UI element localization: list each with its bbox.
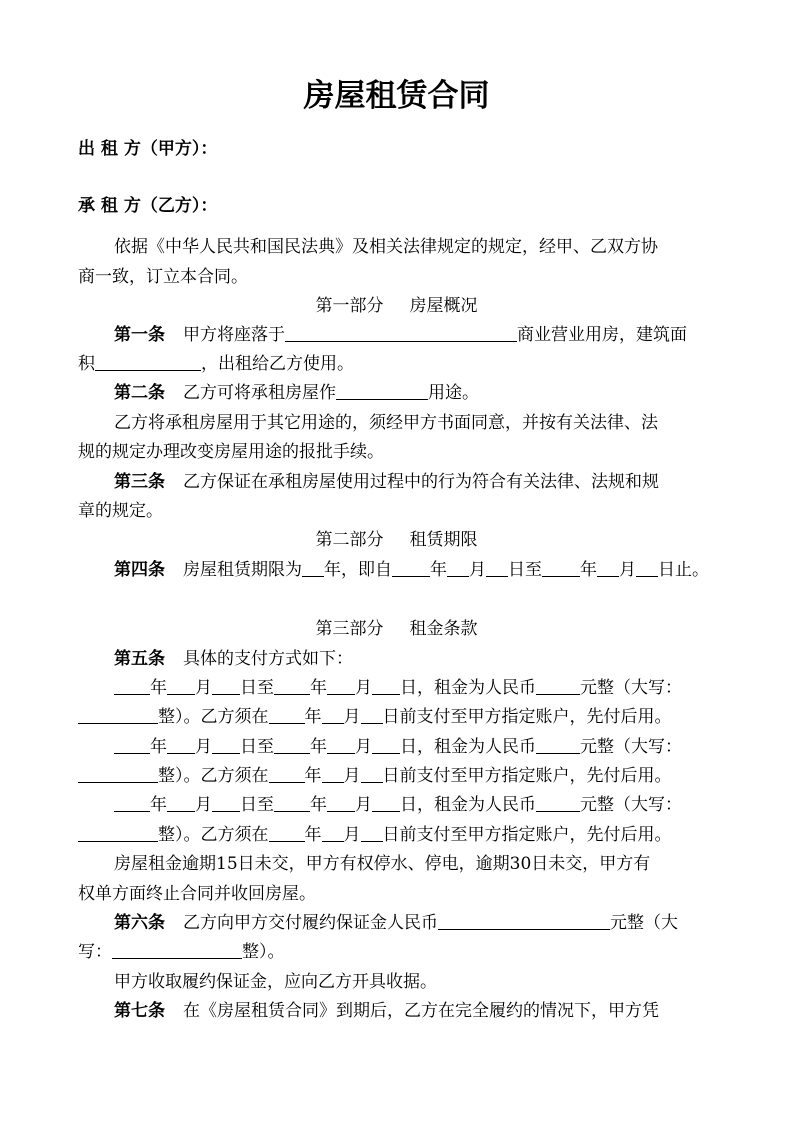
article-2-para-line-2: 规的规定办理改变房屋用途的报批手续。 — [78, 442, 384, 462]
p3-prepay-text: 日前支付至甲方指定账户，先付后用。 — [382, 825, 672, 845]
p2-due-year-label: 年 — [304, 766, 322, 786]
p2-due-year-blank[interactable] — [269, 766, 305, 783]
end-year-blank[interactable] — [542, 560, 580, 577]
article-6-para: 甲方收取履约保证金，应向乙方开具收据。 — [114, 972, 437, 992]
part1-num: 第一部分 — [315, 296, 384, 316]
article-6-label: 第六条 — [114, 913, 165, 933]
article-7-line — [114, 1000, 659, 1022]
p3-end-month-label: 月 — [355, 795, 372, 815]
p1-end-month-label: 月 — [355, 678, 372, 698]
start-year-blank[interactable] — [392, 560, 430, 577]
p3-end-month-blank[interactable] — [327, 795, 355, 812]
p1-rent-text: 日，租金为人民币 — [400, 678, 536, 698]
p3-year-label: 年 — [150, 795, 167, 815]
part1-heading — [0, 295, 793, 317]
article-4-label: 第四条 — [114, 560, 165, 580]
payment-2-line-2 — [78, 765, 672, 787]
p1-start-day-blank[interactable] — [212, 678, 240, 695]
p3-amount-blank[interactable] — [536, 795, 580, 812]
article-2-para-line-1: 乙方将承租房屋用于其它用途的，须经甲方书面同意，并按有关法律、法 — [114, 413, 658, 433]
p3-rent-text: 日，租金为人民币 — [400, 795, 536, 815]
article-4-day-to: 日至 — [508, 560, 542, 580]
article-3-label: 第三条 — [114, 472, 165, 492]
preamble-line-2: 商一致，订立本合同。 — [78, 267, 248, 287]
article-3-line-2: 章的规定。 — [78, 501, 163, 521]
p3-yuan-text: 元整（大写： — [580, 795, 682, 815]
payment-1-line-1 — [114, 677, 682, 699]
address-blank[interactable] — [285, 325, 517, 342]
p3-due-month-label: 月 — [343, 825, 361, 845]
article-2-text-1: 乙方可将承租房屋作 — [183, 383, 336, 403]
p1-zheng-text: 整）。乙方须在 — [158, 707, 269, 727]
area-blank[interactable] — [95, 354, 201, 371]
article-2-line — [114, 382, 479, 404]
p3-start-year-blank[interactable] — [114, 795, 150, 812]
p1-end-day-blank[interactable] — [372, 678, 400, 695]
p3-start-day-blank[interactable] — [212, 795, 240, 812]
p1-due-month-label: 月 — [343, 707, 361, 727]
article-6-text-4: 整）。 — [242, 942, 285, 962]
p2-due-month-label: 月 — [343, 766, 361, 786]
article-5-label: 第五条 — [114, 649, 165, 669]
p3-due-year-blank[interactable] — [269, 825, 305, 842]
p2-day-to: 日至 — [240, 737, 274, 757]
article-4-end-month-label: 月 — [619, 560, 636, 580]
p2-rent-text: 日，租金为人民币 — [400, 737, 536, 757]
article-4-from: ，即自 — [341, 560, 392, 580]
p2-end-month-label: 月 — [355, 737, 372, 757]
p2-end-month-blank[interactable] — [327, 737, 355, 754]
part3-title: 租金条款 — [409, 619, 478, 639]
p2-start-year-blank[interactable] — [114, 737, 150, 754]
p1-month-label: 月 — [195, 678, 212, 698]
article-5-line — [114, 648, 353, 670]
p2-amount-blank[interactable] — [536, 737, 580, 754]
p3-start-month-blank[interactable] — [167, 795, 195, 812]
deposit-amount-blank[interactable] — [438, 913, 610, 930]
payment-3-line-1 — [114, 794, 682, 816]
p2-capital-blank[interactable] — [78, 766, 158, 783]
p1-due-year-label: 年 — [304, 707, 322, 727]
p2-due-day-blank[interactable] — [361, 766, 383, 783]
p2-zheng-text: 整）。乙方须在 — [158, 766, 269, 786]
p3-end-year-blank[interactable] — [274, 795, 310, 812]
p3-day-to: 日至 — [240, 795, 274, 815]
article-3-text-1: 乙方保证在承租房屋使用过程中的行为符合有关法律、法规和规 — [183, 472, 659, 492]
article-2-text-2: 用途。 — [428, 383, 479, 403]
p3-due-day-blank[interactable] — [361, 825, 383, 842]
end-month-blank[interactable] — [597, 560, 619, 577]
payment-2-line-1 — [114, 736, 682, 758]
p1-prepay-text: 日前支付至甲方指定账户，先付后用。 — [382, 707, 672, 727]
p1-end-year-label: 年 — [310, 678, 327, 698]
start-day-blank[interactable] — [486, 560, 508, 577]
part3-heading — [0, 618, 793, 640]
article-6-line-1 — [114, 912, 678, 934]
p1-end-year-blank[interactable] — [274, 678, 310, 695]
article-4-end: 日止。 — [658, 560, 709, 580]
p3-zheng-text: 整）。乙方须在 — [158, 825, 269, 845]
p1-start-month-blank[interactable] — [167, 678, 195, 695]
article-4-year-label: 年 — [430, 560, 447, 580]
start-month-blank[interactable] — [447, 560, 469, 577]
document-title: 房屋租赁合同 — [303, 78, 490, 114]
end-day-blank[interactable] — [636, 560, 658, 577]
article-6-line-2 — [78, 941, 285, 963]
article-4-end-year-label: 年 — [580, 560, 597, 580]
lessee-line: 承 租 方（乙方）： — [78, 196, 218, 216]
article-6-text-1: 乙方向甲方交付履约保证金人民币 — [183, 913, 438, 933]
article-6-text-2: 元整（大 — [610, 913, 678, 933]
p2-start-day-blank[interactable] — [212, 737, 240, 754]
article-1-text-4: ，出租给乙方使用。 — [201, 354, 354, 374]
p3-capital-blank[interactable] — [78, 825, 158, 842]
article-1-label: 第一条 — [114, 325, 165, 345]
p1-due-month-blank[interactable] — [322, 707, 344, 724]
article-1-text-2: 商业营业用房，建筑面 — [517, 325, 687, 345]
p3-due-year-label: 年 — [304, 825, 322, 845]
article-1-line-2 — [78, 353, 354, 375]
p3-end-day-blank[interactable] — [372, 795, 400, 812]
term-years-blank[interactable] — [302, 560, 324, 577]
part2-title: 租赁期限 — [409, 530, 478, 550]
p2-end-year-blank[interactable] — [274, 737, 310, 754]
preamble-line-1: 依据《中华人民共和国民法典》及相关法律规定的规定，经甲、乙双方协 — [114, 237, 658, 257]
article-4-line — [114, 559, 709, 581]
p2-end-year-label: 年 — [310, 737, 327, 757]
p1-year-label: 年 — [150, 678, 167, 698]
p2-yuan-text: 元整（大写： — [580, 737, 682, 757]
p1-due-day-blank[interactable] — [361, 707, 383, 724]
article-7-label: 第七条 — [114, 1001, 165, 1021]
part2-num: 第二部分 — [315, 530, 384, 550]
late-payment-line-2: 权单方面终止合同并收回房屋。 — [78, 884, 316, 904]
article-2-label: 第二条 — [114, 383, 165, 403]
p2-start-month-blank[interactable] — [167, 737, 195, 754]
article-1-text-1: 甲方将座落于 — [183, 325, 285, 345]
article-6-text-3: 写： — [78, 942, 112, 962]
p2-month-label: 月 — [195, 737, 212, 757]
p1-yuan-text: 元整（大写： — [580, 678, 682, 698]
p1-start-year-blank[interactable] — [114, 678, 150, 695]
p2-end-day-blank[interactable] — [372, 737, 400, 754]
article-7-text: 在《房屋租赁合同》到期后，乙方在完全履约的情况下，甲方凭 — [183, 1001, 659, 1021]
p1-day-to: 日至 — [240, 678, 274, 698]
p1-end-month-blank[interactable] — [327, 678, 355, 695]
p2-due-month-blank[interactable] — [322, 766, 344, 783]
part1-title: 房屋概况 — [409, 296, 478, 316]
article-1-text-3: 积 — [78, 354, 95, 374]
p1-capital-blank[interactable] — [78, 707, 158, 724]
p1-amount-blank[interactable] — [536, 678, 580, 695]
usage-blank[interactable] — [336, 383, 428, 400]
article-3-line-1 — [114, 471, 659, 493]
article-4-year-unit: 年 — [324, 560, 341, 580]
part3-num: 第三部分 — [315, 619, 384, 639]
p3-month-label: 月 — [195, 795, 212, 815]
p3-due-month-blank[interactable] — [322, 825, 344, 842]
article-4-month-label: 月 — [469, 560, 486, 580]
article-5-text: 具体的支付方式如下： — [183, 649, 353, 669]
deposit-capital-blank[interactable] — [112, 942, 242, 959]
lessor-line: 出 租 方（甲方）： — [78, 139, 218, 159]
payment-3-line-2 — [78, 824, 672, 846]
part2-heading — [0, 529, 793, 551]
late-payment-line-1: 房屋租金逾期15日未交，甲方有权停水、停电，逾期30日未交，甲方有 — [114, 854, 651, 874]
p1-due-year-blank[interactable] — [269, 707, 305, 724]
p2-prepay-text: 日前支付至甲方指定账户，先付后用。 — [382, 766, 672, 786]
article-1-line-1 — [114, 324, 687, 346]
p3-end-year-label: 年 — [310, 795, 327, 815]
payment-1-line-2 — [78, 706, 672, 728]
p2-year-label: 年 — [150, 737, 167, 757]
article-4-text-1: 房屋租赁期限为 — [183, 560, 302, 580]
